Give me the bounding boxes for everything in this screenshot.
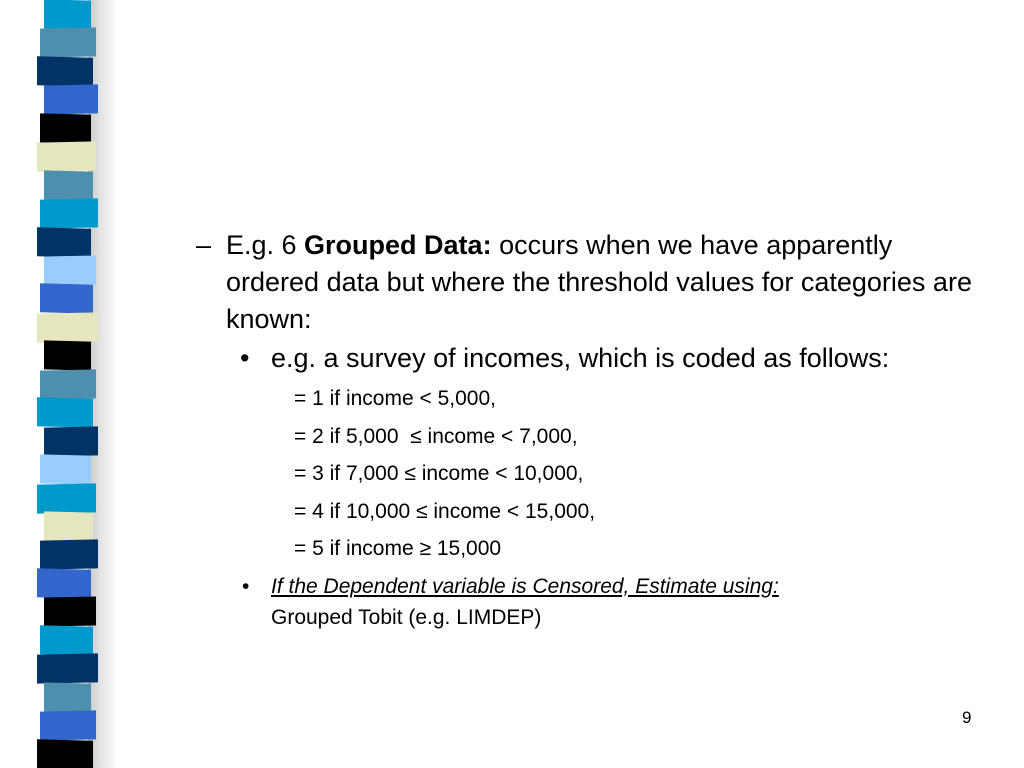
estimate-bullet — [242, 571, 976, 633]
stripe-block — [37, 568, 91, 599]
stripe-block — [44, 170, 93, 201]
example-text: e.g. a survey of incomes, which is coded as follows: — [271, 343, 890, 373]
estimate-note: If the Dependent variable is Censored, Estimate using: — [271, 574, 779, 598]
stripe-block — [40, 625, 93, 656]
page-number: 9 — [962, 708, 972, 727]
stripe-block — [40, 540, 98, 571]
stripe-block — [44, 0, 91, 30]
stripe-block — [44, 682, 91, 713]
example-bullet — [240, 340, 971, 376]
stripe-block — [37, 227, 91, 258]
stripe-block — [40, 711, 96, 742]
stripe-block — [40, 113, 91, 144]
grouped-data-point — [196, 227, 976, 338]
stripe-block — [37, 397, 93, 428]
coding-list — [294, 380, 976, 568]
stripe-block — [37, 56, 93, 87]
stripe-block — [40, 28, 96, 59]
stripe-block — [37, 142, 96, 173]
stripe-block — [40, 284, 93, 315]
dash-marker: – — [196, 230, 212, 260]
estimate-text: Grouped Tobit (e.g. LIMDEP) — [271, 605, 542, 629]
stripe-block — [44, 511, 93, 542]
bullet-marker: • — [242, 574, 250, 598]
stripe-block — [40, 454, 91, 485]
stripe-block — [40, 199, 98, 230]
point-lead: E.g. 6 — [226, 230, 305, 260]
point-text: occurs when we have apparently ordered data but where the threshold values for categories are known: — [226, 230, 972, 334]
coding-line: = 2 if 5,000 ≤ income < 7,000, — [294, 424, 578, 448]
coding-line: = 1 if income < 5,000, — [294, 387, 496, 410]
stripe-block — [40, 369, 96, 400]
coding-line: = 4 if 10,000 ≤ income < 15,000, — [294, 499, 596, 523]
stripe-block — [44, 597, 96, 628]
bullet-marker: • — [240, 343, 250, 373]
stripe-block — [44, 341, 91, 372]
coding-line: = 5 if income ≥ 15,000 — [294, 537, 502, 560]
point-title: Grouped Data: — [304, 230, 492, 260]
coding-line: = 3 if 7,000 ≤ income < 10,000, — [294, 462, 584, 485]
slide-content — [196, 227, 976, 633]
stripe-block — [44, 426, 98, 457]
stripe-block — [37, 654, 98, 685]
stripe-block — [44, 85, 98, 116]
stripe-block — [37, 312, 98, 343]
stripe-block — [37, 483, 96, 514]
decorative-stripe — [0, 0, 100, 768]
stripe-block — [37, 739, 93, 768]
stripe-block — [44, 255, 96, 286]
